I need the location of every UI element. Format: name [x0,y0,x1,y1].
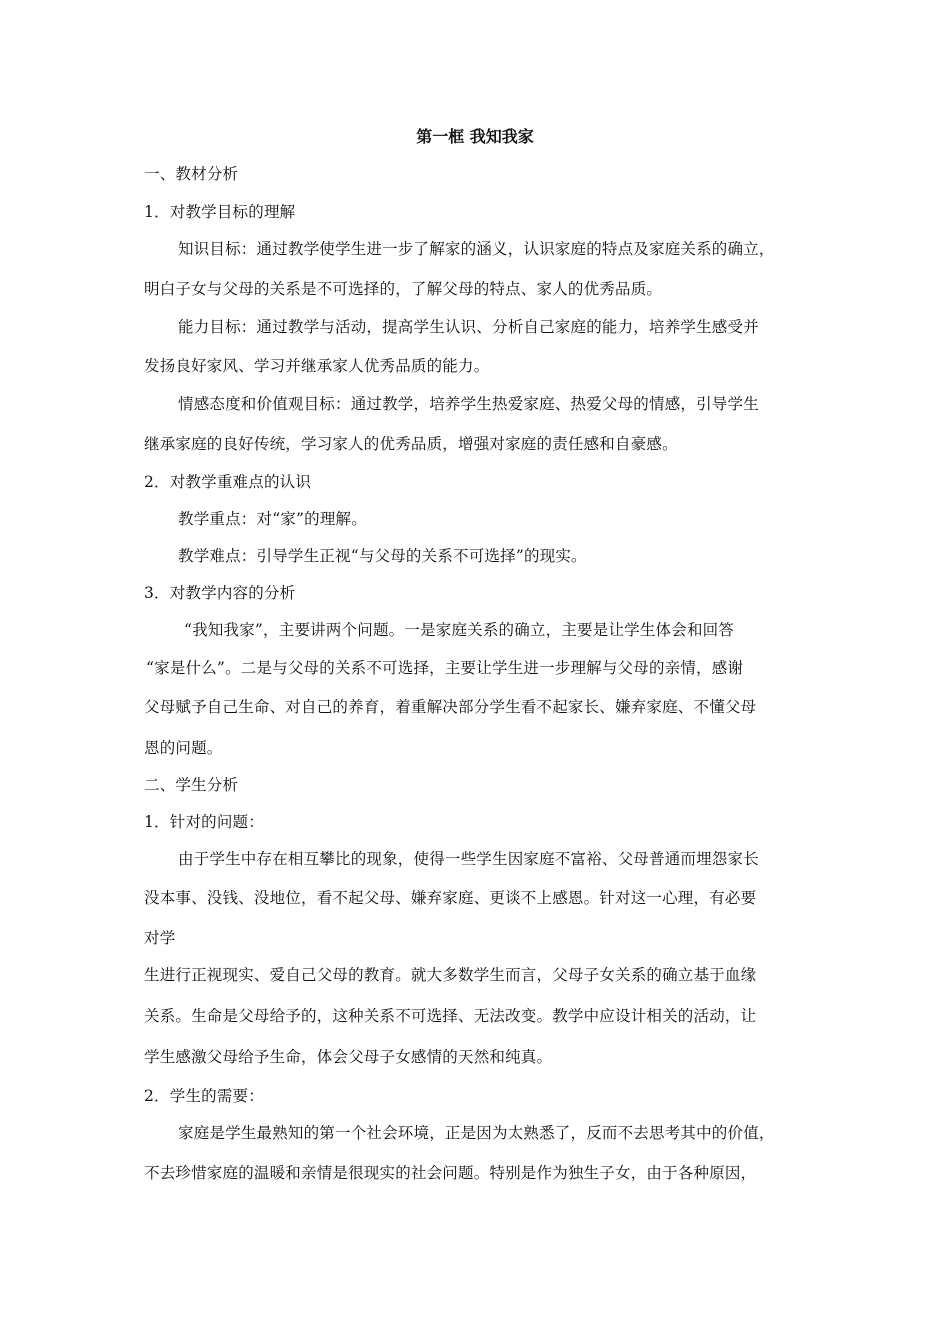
paragraph-line: 能力目标：通过教学与活动，提高学生认识、分析自己家庭的能力，培养学生感受并 [178,318,759,336]
paragraph-line: “我知我家”，主要讲两个问题。一是家庭关系的确立，主要是让学生体会和回答 [184,621,735,639]
paragraph-line: 没本事、没钱、没地位，看不起父母、嫌弃家庭、更谈不上感恩。针对这一心理，有必要 [144,889,757,907]
subsection-heading: 2．对教学重难点的认识 [144,473,312,491]
page-title: 第一框 我知我家 [416,127,534,146]
paragraph-line: 恩的问题。 [144,739,223,757]
paragraph-line: 对学 [144,929,176,947]
section-heading: 二、学生分析 [144,776,239,794]
paragraph-line: 不去珍惜家庭的温暖和亲情是很现实的社会问题。特别是作为独生子女，由于各种原因， [144,1164,757,1182]
paragraph-line: 关系。生命是父母给予的，这种关系不可选择、无法改变。教学中应设计相关的活动，让 [144,1007,757,1025]
section-heading: 一、教材分析 [144,165,239,183]
paragraph-line: 继承家庭的良好传统，学习家人的优秀品质，增强对家庭的责任感和自豪感。 [144,435,678,453]
paragraph-line: 学生感激父母给予生命，体会父母子女感情的天然和纯真。 [144,1048,553,1066]
subsection-heading: 1．针对的问题： [144,813,264,831]
paragraph-line: 家庭是学生最熟知的第一个社会环境，正是因为太熟悉了，反而不去思考其中的价值， [178,1124,775,1142]
subsection-heading: 1．对教学目标的理解 [144,203,296,221]
paragraph-line: 教学难点：引导学生正视“与父母的关系不可选择”的现实。 [178,547,587,565]
paragraph-line: 明白子女与父母的关系是不可选择的，了解父母的特点、家人的优秀品质。 [144,280,663,298]
paragraph-line: 由于学生中存在相互攀比的现象，使得一些学生因家庭不富裕、父母普通而埋怨家长 [178,850,759,868]
paragraph-line: 生进行正视现实、爱自己父母的教育。就大多数学生而言，父母子女关系的确立基于血缘 [144,966,757,984]
paragraph-line: 父母赋予自己生命、对自己的养育，着重解决部分学生看不起家长、嫌弃家庭、不懂父母 [144,698,757,716]
paragraph-line: 情感态度和价值观目标：通过教学，培养学生热爱家庭、热爱父母的情感，引导学生 [178,395,759,413]
paragraph-line: 教学重点：对“家”的理解。 [178,510,367,528]
paragraph-line: “家是什么”。二是与父母的关系不可选择，主要让学生进一步理解与父母的亲情，感谢 [146,659,744,677]
subsection-heading: 2．学生的需要： [144,1087,264,1105]
paragraph-line: 知识目标：通过教学使学生进一步了解家的涵义，认识家庭的特点及家庭关系的确立， [178,240,775,258]
subsection-heading: 3．对教学内容的分析 [144,584,296,602]
paragraph-line: 发扬良好家风、学习并继承家人优秀品质的能力。 [144,357,490,375]
